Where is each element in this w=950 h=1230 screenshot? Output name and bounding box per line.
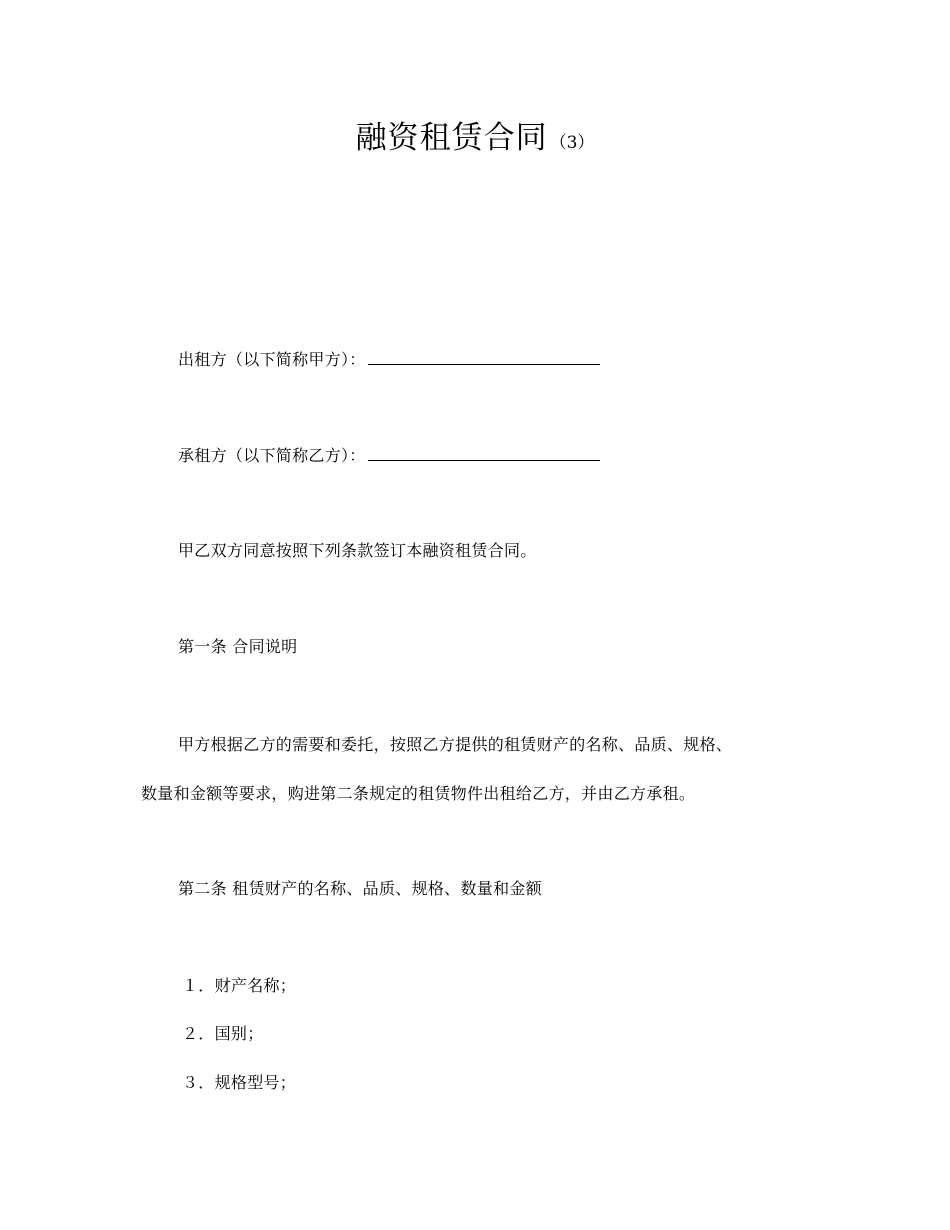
list-item: ３．规格型号； <box>182 1073 297 1092</box>
lessee-label: 承租方（以下简称乙方）： <box>178 446 366 465</box>
document-title <box>0 112 950 157</box>
lessee-blank-field[interactable] <box>368 444 600 461</box>
article1-body-line2: 数量和金额等要求，购进第二条规定的租赁物件出租给乙方，并由乙方承租。 <box>141 784 696 803</box>
lessor-blank-field[interactable] <box>368 348 600 365</box>
article1-heading: 第一条 合同说明 <box>178 637 298 656</box>
title-suffix: （3） <box>549 133 595 153</box>
lessor-label: 出租方（以下简称甲方）： <box>178 350 366 369</box>
lessee-line <box>178 444 600 466</box>
intro-paragraph: 甲乙双方同意按照下列条款签订本融资租赁合同。 <box>178 541 537 560</box>
lessor-line <box>178 348 600 370</box>
title-main: 融资租赁合同 <box>355 120 548 156</box>
list-item: ２．国别； <box>182 1024 264 1043</box>
article1-body-line1: 甲方根据乙方的需要和委托，按照乙方提供的租赁财产的名称、品质、规格、 <box>178 735 733 754</box>
list-item: １．财产名称； <box>182 976 297 995</box>
article2-heading: 第二条 租赁财产的名称、品质、规格、数量和金额 <box>178 879 542 898</box>
